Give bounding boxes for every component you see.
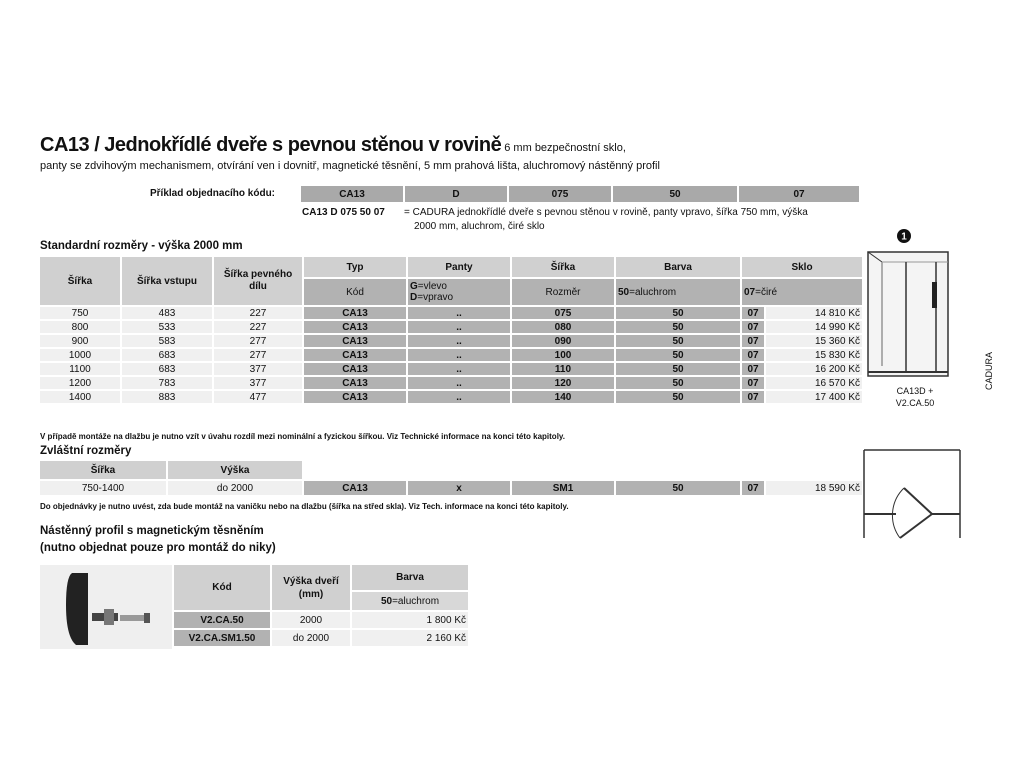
col-header-sklo: Sklo xyxy=(742,257,862,277)
cell-barva: 50 xyxy=(616,321,740,333)
cell-panty: .. xyxy=(408,391,510,403)
floor-plan-illustration xyxy=(860,446,966,542)
special-col-vyska: Výška xyxy=(168,461,302,479)
profile-kod: V2.CA.SM1.50 xyxy=(174,630,270,646)
cell-pevny: 477 xyxy=(214,391,302,403)
example-code-table xyxy=(299,184,861,204)
profile-subheading: (nutno objednat pouze pro montáž do niky) xyxy=(40,542,276,554)
example-code-cell: 075 xyxy=(509,186,611,202)
cell-rozmer: 100 xyxy=(512,349,614,361)
product-subtitle: panty se zdvihovým mechanismem, otvírání ven i dovnitř, magnetické těsnění, 5 mm prahová lišta, aluchromový nástěnný profil xyxy=(40,160,660,172)
caption-line-2: V2.CA.50 xyxy=(895,398,935,408)
cell-pevny: 277 xyxy=(214,349,302,361)
cell-sirka: 1200 xyxy=(40,377,120,389)
cell-rozmer: 090 xyxy=(512,335,614,347)
profile-cena: 2 160 Kč xyxy=(352,630,468,646)
special-sklo: 07 xyxy=(742,481,764,495)
code-sub-panty: G=vlevo D=vpravo xyxy=(408,279,510,305)
profile-col-kod: Kód xyxy=(174,565,270,610)
example-desc-2: 2000 mm, aluchrom, čiré sklo xyxy=(414,221,545,232)
col-header-vstup: Šířka vstupu xyxy=(122,257,212,305)
cell-panty: .. xyxy=(408,349,510,361)
profile-col-vyska: Výška dveří (mm) xyxy=(272,565,350,610)
special-rozmer: SM1 xyxy=(512,481,614,495)
special-table xyxy=(38,459,864,497)
col-header-rozmer: Šířka xyxy=(512,257,614,277)
cell-sirka: 1000 xyxy=(40,349,120,361)
cell-rozmer: 140 xyxy=(512,391,614,403)
cell-cena: 16 200 Kč xyxy=(766,363,862,375)
cell-vstup: 883 xyxy=(122,391,212,403)
special-vyska: do 2000 xyxy=(168,481,302,495)
cell-typ: CA13 xyxy=(304,335,406,347)
cell-panty: .. xyxy=(408,363,510,375)
cell-sklo: 07 xyxy=(742,377,764,389)
marker-badge xyxy=(896,228,912,244)
cell-typ: CA13 xyxy=(304,349,406,361)
standard-row xyxy=(40,321,862,333)
cell-sklo: 07 xyxy=(742,335,764,347)
cell-barva: 50 xyxy=(616,377,740,389)
cell-typ: CA13 xyxy=(304,363,406,375)
standard-row xyxy=(40,335,862,347)
cell-sklo: 07 xyxy=(742,349,764,361)
cell-pevny: 377 xyxy=(214,377,302,389)
cell-typ: CA13 xyxy=(304,377,406,389)
cell-vstup: 583 xyxy=(122,335,212,347)
cell-vstup: 783 xyxy=(122,377,212,389)
standard-heading: Standardní rozměry - výška 2000 mm xyxy=(40,240,243,252)
profile-kod: V2.CA.50 xyxy=(174,612,270,628)
example-full-code: CA13 D 075 50 07 xyxy=(302,207,385,218)
cell-sklo: 07 xyxy=(742,391,764,403)
marker-number: 1 xyxy=(901,231,907,243)
cell-panty: .. xyxy=(408,377,510,389)
profile-heading: Nástěnný profil s magnetickým těsněním xyxy=(40,525,264,537)
caption-line-1: CA13D + xyxy=(896,386,934,396)
standard-row xyxy=(40,377,862,389)
cell-vstup: 683 xyxy=(122,363,212,375)
col-header-panty: Panty xyxy=(408,257,510,277)
col-header-pevny: Šířka pevného dílu xyxy=(214,257,302,305)
cell-pevny: 227 xyxy=(214,321,302,333)
cell-cena: 15 360 Kč xyxy=(766,335,862,347)
cell-cena: 17 400 Kč xyxy=(766,391,862,403)
cell-sirka: 750 xyxy=(40,307,120,319)
example-code-cell: D xyxy=(405,186,507,202)
cell-cena: 16 570 Kč xyxy=(766,377,862,389)
cell-rozmer: 120 xyxy=(512,377,614,389)
shower-door-3d-illustration xyxy=(862,248,956,380)
example-code-cell: CA13 xyxy=(301,186,403,202)
standard-table xyxy=(38,255,864,405)
example-code-cell: 50 xyxy=(613,186,737,202)
cell-vstup: 533 xyxy=(122,321,212,333)
cell-typ: CA13 xyxy=(304,391,406,403)
cell-pevny: 377 xyxy=(214,363,302,375)
cell-panty: .. xyxy=(408,321,510,333)
code-sub-typ: Kód xyxy=(304,279,406,305)
special-panty: x xyxy=(408,481,510,495)
title-rest: 6 mm bezpečnostní sklo, xyxy=(501,142,626,154)
cell-cena: 15 830 Kč xyxy=(766,349,862,361)
cell-typ: CA13 xyxy=(304,321,406,333)
col-header-typ: Typ xyxy=(304,257,406,277)
code-sub-sklo: 07=čiré xyxy=(742,279,862,305)
cell-sklo: 07 xyxy=(742,307,764,319)
cell-sirka: 800 xyxy=(40,321,120,333)
wall-profile-illustration xyxy=(40,565,172,649)
cell-barva: 50 xyxy=(616,391,740,403)
cell-panty: .. xyxy=(408,307,510,319)
brand-vertical: CADURA xyxy=(984,351,994,390)
cell-barva: 50 xyxy=(616,335,740,347)
cell-rozmer: 080 xyxy=(512,321,614,333)
cell-sirka: 1100 xyxy=(40,363,120,375)
special-note: Do objednávky je nutno uvést, zda bude montáž na vaničku nebo na dlažbu (šířka na střed skla). Viz Tech. informace na konci této kapitoly. xyxy=(40,502,569,511)
profile-cena: 1 800 Kč xyxy=(352,612,468,628)
cell-pevny: 227 xyxy=(214,307,302,319)
special-barva: 50 xyxy=(616,481,740,495)
standard-row xyxy=(40,391,862,403)
special-sirka: 750-1400 xyxy=(40,481,166,495)
code-sub-barva: 50=aluchrom xyxy=(616,279,740,305)
special-typ: CA13 xyxy=(304,481,406,495)
profile-vyska: 2000 xyxy=(272,612,350,628)
cell-cena: 14 990 Kč xyxy=(766,321,862,333)
col-header-barva: Barva xyxy=(616,257,740,277)
cell-sklo: 07 xyxy=(742,363,764,375)
cell-pevny: 277 xyxy=(214,335,302,347)
cell-rozmer: 075 xyxy=(512,307,614,319)
example-desc-1: = CADURA jednokřídlé dveře s pevnou stěnou v rovině, panty vpravo, šířka 750 mm, výška xyxy=(404,207,808,218)
cell-barva: 50 xyxy=(616,363,740,375)
cell-panty: .. xyxy=(408,335,510,347)
product-title xyxy=(40,134,800,160)
profile-table xyxy=(172,563,470,648)
cell-sklo: 07 xyxy=(742,321,764,333)
standard-row xyxy=(40,307,862,319)
cell-rozmer: 110 xyxy=(512,363,614,375)
special-col-sirka: Šířka xyxy=(40,461,166,479)
special-cena: 18 590 Kč xyxy=(766,481,862,495)
standard-row xyxy=(40,349,862,361)
col-header-sirka: Šířka xyxy=(40,257,120,305)
code-sub-rozmer: Rozměr xyxy=(512,279,614,305)
title-main: CA13 / Jednokřídlé dveře s pevnou stěnou v rovině xyxy=(40,134,502,156)
profile-barva-code: 50=aluchrom xyxy=(352,592,468,610)
cell-typ: CA13 xyxy=(304,307,406,319)
example-code-cell: 07 xyxy=(739,186,859,202)
standard-row xyxy=(40,363,862,375)
cell-barva: 50 xyxy=(616,307,740,319)
profile-col-barva: Barva xyxy=(352,565,468,590)
example-label: Příklad objednacího kódu: xyxy=(150,188,276,199)
cell-sirka: 1400 xyxy=(40,391,120,403)
cell-cena: 14 810 Kč xyxy=(766,307,862,319)
cell-barva: 50 xyxy=(616,349,740,361)
cell-vstup: 683 xyxy=(122,349,212,361)
profile-vyska: do 2000 xyxy=(272,630,350,646)
standard-note: V případě montáže na dlažbu je nutno vzít v úvahu rozdíl mezi nominální a fyzickou šířkou. Viz Technické informace na konci této kapitoly. xyxy=(40,432,565,441)
special-heading: Zvláštní rozměry xyxy=(40,445,132,457)
cell-vstup: 483 xyxy=(122,307,212,319)
cell-sirka: 900 xyxy=(40,335,120,347)
